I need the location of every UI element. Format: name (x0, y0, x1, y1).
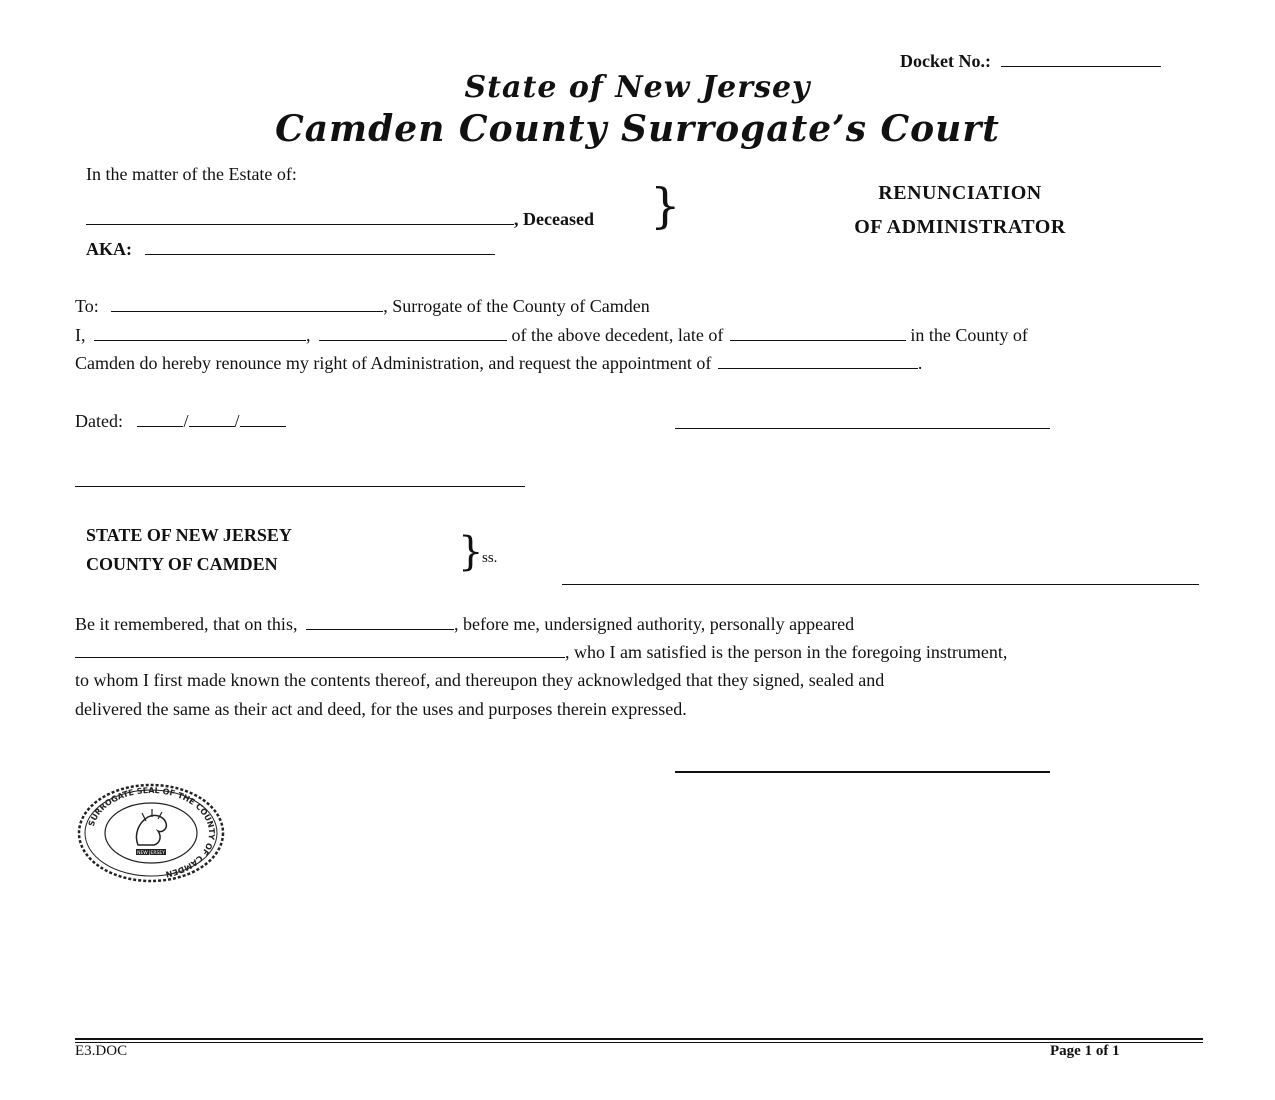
in-county-text: in the County of (910, 325, 1028, 345)
venue-state: STATE OF NEW JERSEY (86, 525, 292, 545)
footer-rule (75, 1038, 1203, 1040)
deceased-row (86, 208, 594, 230)
deceased-name-blank[interactable] (86, 208, 514, 225)
aka-blank[interactable] (145, 238, 495, 255)
date-slash-2: / (234, 411, 240, 431)
seal-center-text: NEW JERSEY (137, 851, 165, 856)
date-month-blank[interactable] (137, 410, 183, 427)
request-text: Camden do hereby renounce my right of Administration, and request the appointment of (75, 353, 712, 373)
footer-rule-thin (75, 1042, 1203, 1043)
ack-line-1 (75, 613, 854, 635)
appointee-blank[interactable] (718, 352, 918, 369)
relationship-blank[interactable] (319, 324, 507, 341)
ack-line-2 (75, 641, 1007, 663)
seal-ring-text: SURROGATE SEAL OF THE COUNTY OF CAMDEN (86, 785, 217, 879)
deceased-label: , Deceased (514, 209, 594, 229)
dated-row (75, 410, 286, 432)
form-title-line2: OF ADMINISTRATOR (854, 216, 1066, 238)
i-comma: , (306, 325, 311, 345)
estate-matter-label: In the matter of the Estate of: (86, 164, 297, 184)
footer-doc-name: E3.DOC (75, 1043, 128, 1059)
to-rest: , Surrogate of the County of Camden (383, 296, 650, 316)
renouncer-signature-line[interactable] (675, 428, 1050, 429)
officer-signature-line[interactable] (675, 771, 1050, 773)
venue-county: COUNTY OF CAMDEN (86, 554, 278, 574)
docket-label: Docket No.: (900, 51, 991, 71)
date-day-blank[interactable] (189, 410, 235, 427)
title-state: State of New Jersey (464, 70, 811, 105)
ack-line-1b: , before me, undersigned authority, personally appeared (453, 614, 855, 634)
to-row (75, 295, 650, 317)
surrogate-name-blank[interactable] (111, 295, 383, 312)
surrogate-seal-icon (76, 783, 226, 883)
i-row (75, 324, 1028, 346)
estate-brace: } (650, 178, 681, 234)
ack-line-3: to whom I first made known the contents thereof, and thereupon they acknowledged that they signed, sealed and (75, 670, 885, 690)
venue-line (562, 584, 1199, 585)
of-decedent-text: of the above decedent, late of (511, 325, 724, 345)
title-court: Camden County Surrogate’s Court (275, 108, 1000, 150)
i-label: I, (75, 325, 86, 345)
venue-ss: ss. (482, 550, 498, 566)
witness-signature-line[interactable] (75, 486, 525, 487)
date-slash-1: / (183, 411, 189, 431)
aka-label: AKA: (86, 239, 132, 259)
ack-person-blank[interactable] (75, 641, 565, 658)
request-row (75, 352, 922, 374)
ack-line-1a: Be it remembered, that on this, (75, 614, 298, 634)
aka-row (86, 238, 495, 260)
request-period: . (917, 353, 923, 373)
form-title-line1: RENUNCIATION (878, 182, 1042, 204)
dated-label: Dated: (75, 411, 123, 431)
late-of-blank[interactable] (730, 324, 906, 341)
docket-blank[interactable] (1001, 50, 1161, 67)
renouncer-name-blank[interactable] (94, 324, 306, 341)
ack-date-blank[interactable] (306, 613, 454, 630)
ack-line-4: delivered the same as their act and deed, for the uses and purposes therein expressed. (75, 699, 687, 719)
venue-brace: } (458, 529, 484, 575)
date-year-blank[interactable] (240, 410, 286, 427)
ack-line-2b: , who I am satisfied is the person in the foregoing instrument, (565, 642, 1008, 662)
docket-field (900, 50, 1161, 72)
footer-page: Page 1 of 1 (1050, 1043, 1120, 1059)
to-label: To: (75, 296, 99, 316)
